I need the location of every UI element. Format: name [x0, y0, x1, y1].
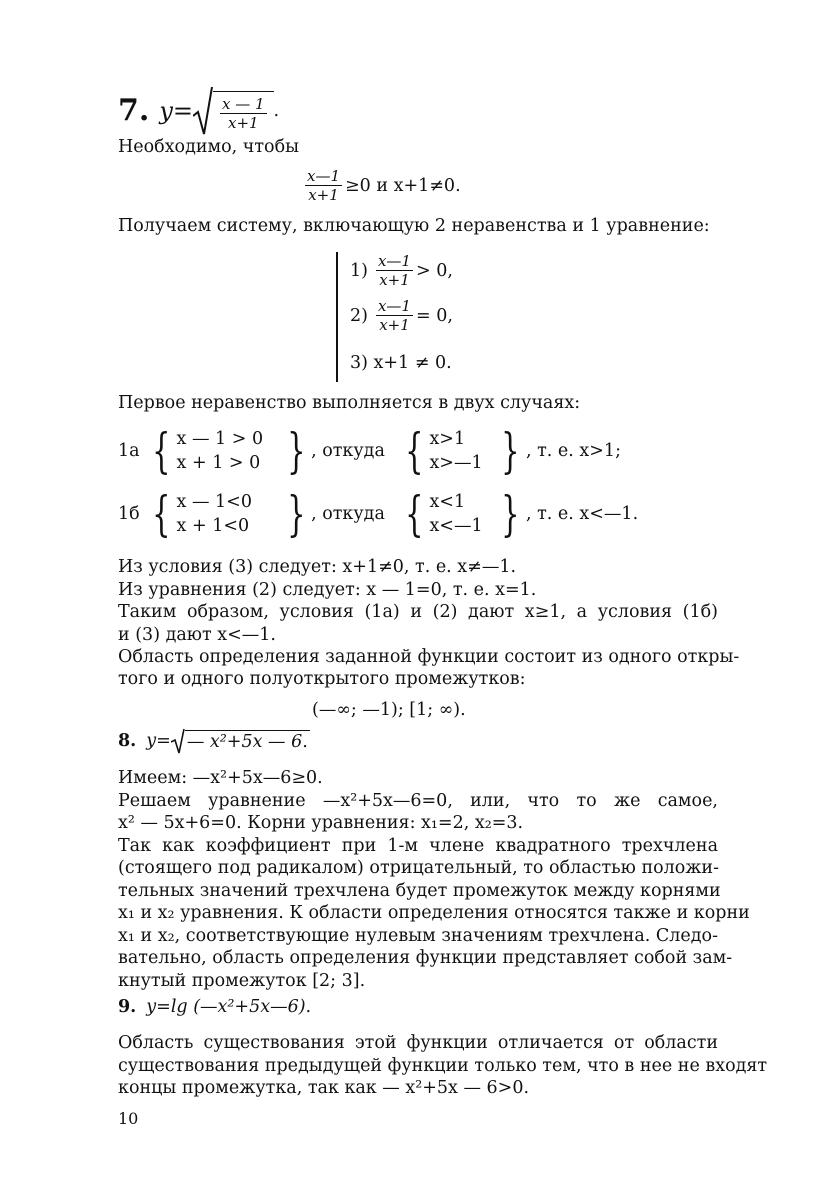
case-1b-result-top: x<1 — [429, 492, 466, 512]
case-1b-result: , т. е. x<—1. — [525, 504, 639, 524]
system-row-1-denominator: x+1 — [379, 271, 410, 289]
problem-8-para-line-5: x₁ и x₂, соответствующие нулевым значениям трехчлена. Следо- — [118, 926, 718, 946]
case-1a-top: x — 1 > 0 — [176, 429, 264, 449]
conclusion-line-1: Таким образом, условия (1а) и (2) дают x≥1, а условия (1б) — [118, 602, 718, 622]
domain-line-2: того и одного полуоткрытого промежутков: — [118, 669, 526, 689]
problem-9-line-2: существования предыдущей функции только тем, что в нее не входят — [118, 1056, 768, 1076]
problem-8-para-line-7: кнутый промежуток [2; 3]. — [118, 971, 366, 991]
condition-rest: ≥0 и x+1≠0. — [345, 175, 461, 196]
condition-numerator: x—1 — [307, 167, 341, 185]
system-row-1 — [350, 252, 453, 289]
right-brace-icon: } — [286, 486, 305, 542]
equation-2-text: Из уравнения (2) следует: x — 1=0, т. е. x=1. — [118, 580, 537, 600]
problem-8-header — [118, 728, 310, 754]
first-inequality-text: Первое неравенство выполняется в двух случаях: — [118, 393, 581, 413]
system-row-1-rest: > 0, — [415, 260, 453, 281]
problem-9-header — [118, 996, 311, 1018]
case-1a — [118, 423, 621, 479]
system-row-2-label: 2) — [350, 305, 368, 326]
page-number: 10 — [118, 1109, 139, 1128]
left-brace-icon: { — [152, 486, 171, 542]
problem-7-condition — [302, 167, 461, 204]
domain-line-1: Область определения заданной функции состоит из одного откры- — [118, 647, 740, 667]
problem-8-para-line-1: Так как коэффициент при 1-м члене квадратного трехчлена — [118, 836, 718, 856]
problem-7-label: 7. — [118, 93, 150, 128]
case-1a-result: , т. е. x>1; — [525, 441, 621, 461]
problem-7-need-text: Необходимо, чтобы — [118, 137, 300, 157]
problem-8-radicand: — x²+5x — 6. — [186, 731, 308, 752]
condition-denominator: x+1 — [308, 186, 339, 204]
system-row-2-denominator: x+1 — [379, 316, 410, 334]
system-row-3: 3) x+1 ≠ 0. — [350, 353, 452, 373]
left-brace-icon: { — [405, 423, 424, 479]
problem-7-sqrt — [193, 86, 274, 136]
condition-3-text: Из условия (3) следует: x+1≠0, т. е. x≠—1. — [118, 557, 517, 577]
case-1a-label: 1а — [118, 441, 140, 461]
problem-9-line-3: концы промежутка, так как — x²+5x — 6>0. — [118, 1078, 530, 1098]
right-brace-icon: } — [286, 423, 305, 479]
system-bar — [336, 252, 338, 382]
case-1b-top: x — 1<0 — [176, 492, 252, 512]
domain-interval: (—∞; —1); [1; ∞). — [312, 700, 466, 720]
left-brace-icon: { — [152, 423, 171, 479]
system-row-2-numerator: x—1 — [377, 297, 411, 315]
problem-7-numerator: x — 1 — [222, 94, 265, 113]
case-1a-result-top: x>1 — [429, 429, 466, 449]
right-brace-icon: } — [501, 423, 520, 479]
system-row-1-label: 1) — [350, 260, 368, 281]
system-intro-text: Получаем систему, включающую 2 неравенства и 1 уравнение: — [118, 216, 710, 236]
case-1b-label: 1б — [118, 504, 140, 524]
radical-sign-icon — [193, 86, 213, 136]
problem-7-function-y: y= — [159, 97, 193, 125]
problem-8-para-line-2: (стоящего под радикалом) отрицательный, то областью положи- — [118, 858, 719, 878]
problem-8-solve-line-2: x² — 5x+6=0. Корни уравнения: x₁=2, x₂=3. — [118, 813, 524, 833]
case-1b-bottom: x + 1<0 — [176, 516, 250, 536]
problem-7-period: . — [273, 101, 280, 121]
problem-8-para-line-6: вательно, область определения функции представляет собой зам- — [118, 948, 733, 968]
problem-8-have: Имеем: —x²+5x—6≥0. — [118, 768, 323, 788]
left-brace-icon: { — [405, 486, 424, 542]
problem-7-header — [118, 86, 279, 136]
problem-9-label: 9. — [118, 997, 137, 1017]
problem-8-function-y: y= — [146, 731, 171, 751]
problem-8-label: 8. — [118, 731, 137, 751]
case-1a-otkuda: , откуда — [311, 441, 385, 461]
problem-7-denominator: x+1 — [227, 113, 259, 132]
system-row-2-rest: = 0, — [415, 305, 453, 326]
problem-9-function: y=lg (—x²+5x—6). — [146, 997, 312, 1017]
case-1a-bottom: x + 1 > 0 — [176, 453, 261, 473]
conclusion-line-2: и (3) дают x<—1. — [118, 625, 276, 645]
case-1b — [118, 486, 639, 542]
problem-8-para-line-3: тельных значений трехчлена будет промежуток между корнями — [118, 881, 721, 901]
problem-8-para-line-4: x₁ и x₂ уравнения. К области определения относятся также и корни — [118, 903, 750, 923]
problem-8-solve-line-1: Решаем уравнение —x²+5x—6=0, или, что то же самое, — [118, 791, 718, 811]
case-1b-otkuda: , откуда — [311, 504, 385, 524]
right-brace-icon: } — [501, 486, 520, 542]
system-row-2 — [350, 297, 453, 334]
problem-9-line-1: Область существования этой функции отличается от области — [118, 1033, 718, 1053]
case-1b-result-bottom: x<—1 — [429, 516, 483, 536]
case-1a-result-bottom: x>—1 — [429, 453, 483, 473]
system-row-1-numerator: x—1 — [377, 252, 411, 270]
radical-sign-icon — [171, 728, 185, 754]
